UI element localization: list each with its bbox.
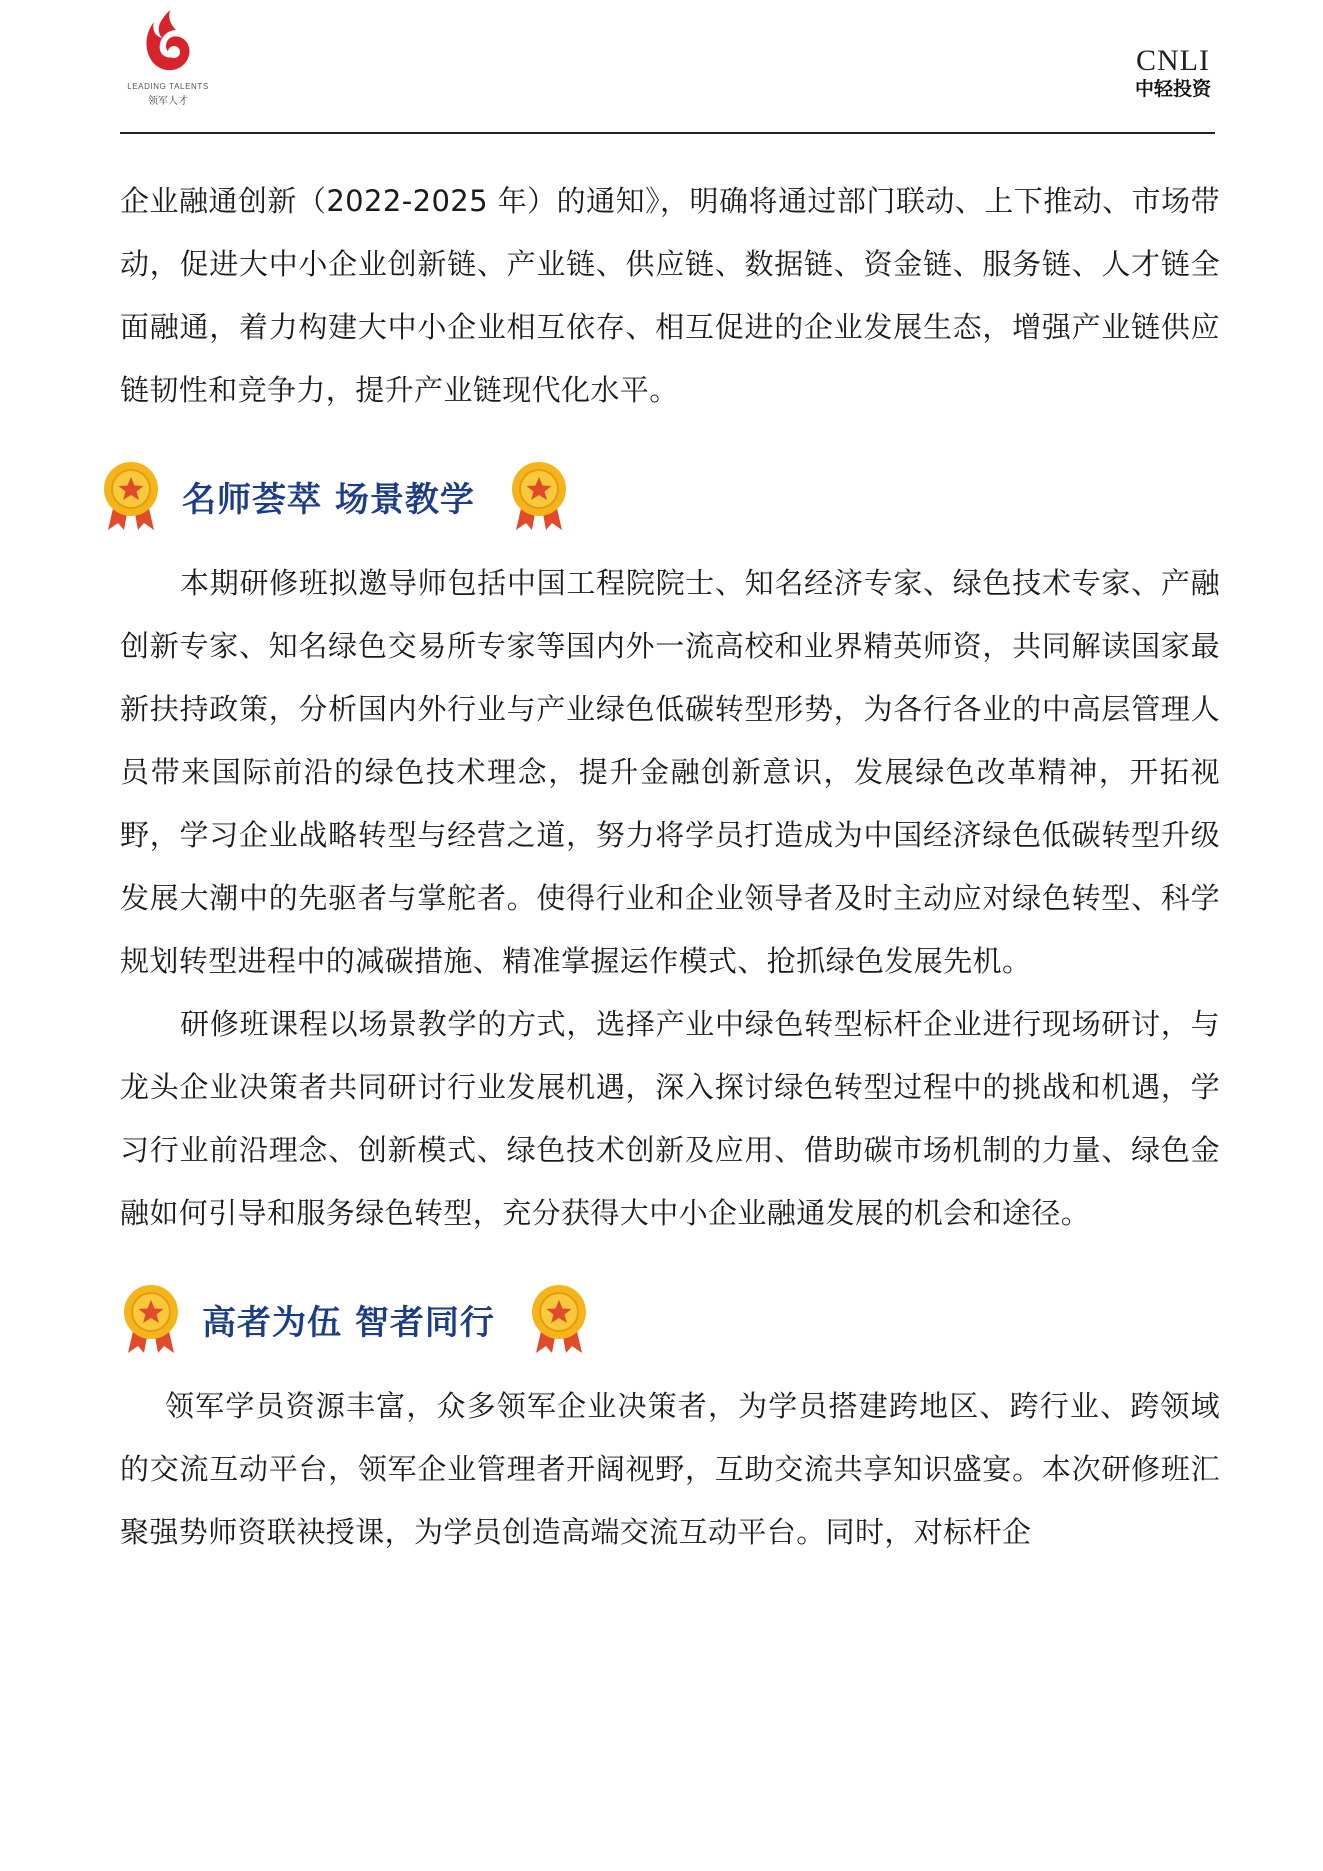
medal-star-icon [528, 1283, 590, 1355]
section1-paragraph: 研修班课程以场景教学的方式，选择产业中绿色转型标杆企业进行现场研讨，与龙头企业决策者共同研讨行业发展机遇，深入探讨绿色转型过程中的挑战和机遇，学习行业前沿理念、创新模式、绿色技术创新及应用、借助碳市场机制的力量、绿色金融如何引导和服务绿色转型，充分获得大中小企业融通发展的机会和途径。 [120, 1007, 1220, 1230]
logo-left-cn: 领军人才 [148, 96, 188, 107]
section-heading-1 [120, 460, 1220, 534]
intro-paragraph: 企业融通创新（2022-2025 年）的通知》，明确将通过部门联动、上下推动、市场带动，促进大中小企业创新链、产业链、供应链、数据链、资金链、服务链、人才链全面融通，着力构建大中小企业相互依存、相互促进的企业发展生态，增强产业链供应链韧性和竞争力，提升产业链现代化水平。 [120, 184, 1220, 407]
section-title-1: 名师荟萃 场景教学 [182, 480, 475, 520]
section2-paragraph: 领军学员资源丰富，众多领军企业决策者，为学员搭建跨地区、跨行业、跨领域的交流互动平台，领军企业管理者开阔视野，互助交流共享知识盛宴。本次研修班汇聚强势师资联袂授课，为学员创造高端交流互动平台。同时，对标杆企 [120, 1389, 1220, 1549]
medal-star-icon [120, 1283, 182, 1355]
flame-six-logo-icon [140, 8, 196, 80]
medal-star-icon [508, 460, 570, 532]
page-content [120, 170, 1220, 1564]
section1-paragraph: 本期研修班拟邀导师包括中国工程院院士、知名经济专家、绿色技术专家、产融创新专家、知名绿色交易所专家等国内外一流高校和业界精英师资，共同解读国家最新扶持政策，分析国内外行业与产业绿色低碳转型形势，为各行各业的中高层管理人员带来国际前沿的绿色技术理念，提升金融创新意识，发展绿色改革精神，开拓视野，学习企业战略转型与经营之道，努力将学员打造成为中国经济绿色低碳转型升级发展大潮中的先驱者与掌舵者。使得行业和企业领导者及时主动应对绿色转型、科学规划转型进程中的减碳措施、精准掌握运作模式、抢抓绿色发展先机。 [120, 566, 1220, 978]
logo-right-cn: 中轻投资 [1134, 78, 1211, 100]
section-heading-2 [120, 1283, 1220, 1357]
header-divider [120, 132, 1215, 134]
logo-left-en: LEADING TALENTS [127, 82, 209, 91]
leading-talents-logo [118, 8, 218, 118]
section-title-2: 高者为伍 智者同行 [202, 1303, 495, 1343]
page-header [0, 0, 1323, 134]
cnli-logo [1128, 44, 1218, 120]
cnli-mark: CNLI [1136, 44, 1210, 77]
medal-star-icon [100, 460, 162, 532]
